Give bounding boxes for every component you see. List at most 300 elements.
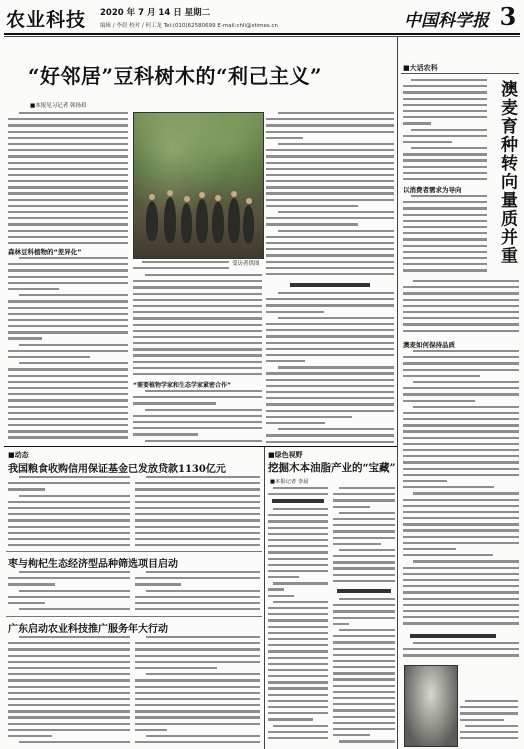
text-line — [8, 242, 128, 244]
issue-date: 2020 年 7 月 14 日 星期二 — [100, 8, 211, 18]
section-title: 农业科技 — [6, 9, 87, 31]
text-line — [266, 329, 394, 331]
text-line — [8, 350, 128, 352]
body-text — [268, 487, 328, 497]
text-line — [403, 245, 487, 247]
text-line — [266, 242, 394, 244]
text-line — [8, 168, 128, 170]
text-line — [8, 583, 55, 585]
body-text — [133, 390, 262, 445]
news-rule — [6, 616, 262, 617]
text-line — [460, 712, 518, 714]
news-headline: 广东启动农业科技推广服务年大行动 — [8, 624, 168, 635]
text-line — [268, 681, 328, 683]
text-line — [8, 276, 128, 278]
text-line — [8, 430, 128, 432]
text-line — [403, 461, 519, 463]
text-line — [403, 654, 519, 656]
text-line — [8, 282, 128, 284]
text-line — [8, 288, 59, 290]
text-line — [266, 267, 394, 269]
text-line — [403, 323, 519, 325]
text-line — [146, 571, 260, 573]
text-line — [403, 375, 480, 377]
body-text — [403, 350, 519, 630]
text-line — [333, 524, 395, 526]
text-line — [135, 495, 260, 497]
text-line — [266, 323, 394, 325]
text-line — [266, 403, 394, 405]
text-line — [8, 180, 128, 182]
text-line — [266, 168, 394, 170]
text-line — [333, 734, 370, 736]
text-line — [460, 731, 518, 733]
news-column-label: ■动态 — [8, 451, 29, 459]
text-line — [266, 434, 394, 436]
main-byline: ■本报见习记者 韩扬眉 — [30, 103, 87, 109]
text-line — [145, 409, 262, 411]
text-line — [266, 273, 394, 275]
text-line — [413, 642, 519, 644]
text-line — [403, 616, 519, 618]
text-line — [135, 596, 260, 598]
text-line — [411, 129, 487, 131]
photo-caption-text — [133, 261, 229, 270]
masthead-logo: 中国科学报 — [404, 11, 489, 31]
text-line — [266, 261, 394, 263]
text-line — [333, 660, 395, 662]
text-line — [333, 648, 395, 650]
text-line — [146, 735, 260, 737]
text-line — [8, 155, 128, 157]
text-line — [266, 205, 358, 207]
text-line — [403, 238, 487, 240]
text-line — [133, 336, 262, 338]
sidebar-subhead: 以消费者需求为导向 — [403, 186, 462, 194]
text-line — [333, 617, 395, 619]
text-line — [268, 626, 328, 628]
text-line — [135, 544, 260, 546]
text-line — [403, 369, 519, 371]
text-line — [268, 527, 328, 529]
text-line — [403, 529, 519, 531]
text-line — [460, 719, 504, 721]
text-line — [19, 608, 130, 610]
text-line — [8, 729, 130, 731]
text-line — [403, 430, 519, 432]
body-text — [266, 112, 394, 280]
text-line — [8, 704, 130, 706]
text-line — [8, 436, 128, 438]
text-line — [266, 342, 394, 344]
sidebar-photo — [404, 665, 458, 747]
text-line — [333, 654, 395, 656]
text-line — [278, 366, 394, 368]
text-line — [8, 325, 128, 327]
body-text — [135, 571, 260, 613]
text-line — [266, 391, 394, 393]
text-line — [133, 293, 262, 295]
text-line — [135, 692, 260, 694]
text-line — [266, 304, 394, 306]
text-line — [8, 482, 130, 484]
text-line — [266, 236, 394, 238]
text-line — [146, 476, 260, 478]
text-line — [273, 601, 328, 603]
text-line — [403, 91, 487, 93]
text-line — [278, 317, 394, 319]
text-line — [333, 604, 395, 606]
text-line — [403, 257, 487, 259]
text-line — [266, 199, 394, 201]
text-line — [403, 455, 519, 457]
text-line — [403, 468, 519, 470]
text-line — [333, 716, 395, 718]
text-line — [411, 195, 487, 197]
text-line — [403, 269, 487, 271]
text-line — [133, 267, 229, 269]
text-line — [403, 251, 487, 253]
text-line — [133, 415, 262, 417]
text-line — [135, 538, 260, 540]
text-line — [268, 712, 328, 714]
text-line — [339, 512, 395, 514]
section-rule — [4, 446, 397, 447]
text-line — [403, 648, 519, 650]
sidebar-photo-caption — [460, 700, 518, 744]
text-line — [266, 192, 394, 194]
text-line — [8, 118, 128, 120]
text-line — [403, 104, 487, 106]
text-line — [8, 501, 130, 503]
text-line — [333, 518, 395, 520]
text-line — [8, 368, 128, 370]
text-line — [146, 636, 260, 638]
text-line — [8, 686, 130, 688]
text-line — [8, 124, 128, 126]
text-line — [268, 632, 328, 634]
text-line — [8, 596, 130, 598]
text-line — [403, 554, 493, 556]
text-line — [268, 687, 328, 689]
text-line — [268, 737, 328, 739]
text-line — [145, 390, 262, 392]
text-line — [135, 716, 260, 718]
text-line — [333, 506, 370, 508]
text-line — [403, 135, 487, 137]
text-line — [8, 710, 130, 712]
text-line — [8, 735, 52, 737]
text-line — [403, 166, 487, 168]
text-line — [333, 709, 395, 711]
text-line — [8, 300, 128, 302]
text-line — [135, 723, 260, 725]
main-subhead-bar — [290, 283, 370, 287]
text-line — [403, 201, 487, 203]
text-line — [403, 178, 487, 180]
body-text — [8, 112, 128, 245]
research-team-photo — [133, 112, 264, 259]
body-text — [8, 571, 130, 613]
sidebar-subhead: 澳麦如何保持品质 — [403, 341, 455, 349]
green-column-label: ■绿色视野 — [268, 451, 303, 459]
text-line — [135, 686, 260, 688]
body-text — [133, 274, 262, 378]
text-line — [135, 679, 260, 681]
text-line — [8, 418, 128, 420]
text-line — [8, 263, 128, 265]
text-line — [8, 648, 130, 650]
text-line — [413, 280, 519, 282]
text-line — [266, 124, 394, 126]
text-line — [142, 261, 229, 263]
text-line — [8, 356, 90, 358]
text-line — [266, 416, 352, 418]
text-line — [268, 533, 328, 535]
text-line — [403, 604, 519, 606]
text-line — [333, 493, 395, 495]
text-line — [133, 373, 262, 375]
text-line — [19, 636, 130, 638]
text-line — [8, 661, 130, 663]
text-line — [339, 629, 395, 631]
text-line — [268, 663, 328, 665]
text-line — [8, 199, 128, 201]
text-line — [135, 741, 260, 743]
text-line — [403, 159, 487, 161]
text-line — [403, 437, 519, 439]
text-line — [19, 344, 128, 346]
text-line — [403, 598, 519, 600]
text-line — [19, 741, 130, 743]
text-line — [266, 162, 394, 164]
body-text — [403, 195, 487, 275]
text-line — [133, 311, 262, 313]
text-line — [403, 486, 494, 488]
sidebar-title: 澳麦育种转向量质并重 — [497, 80, 517, 265]
text-line — [268, 539, 328, 541]
text-line — [266, 441, 394, 443]
text-line — [403, 362, 519, 364]
text-line — [403, 317, 519, 319]
text-line — [8, 137, 128, 139]
body-text — [268, 508, 328, 745]
text-line — [403, 172, 487, 174]
text-line — [8, 602, 45, 604]
text-line — [403, 499, 519, 501]
text-line — [135, 602, 260, 604]
text-line — [8, 205, 128, 207]
text-line — [145, 274, 262, 276]
text-line — [465, 700, 518, 702]
text-line — [403, 511, 519, 513]
text-line — [8, 393, 128, 395]
body-text — [403, 280, 519, 338]
body-text — [8, 257, 128, 445]
text-line — [8, 538, 130, 540]
text-line — [268, 613, 328, 615]
text-line — [133, 280, 262, 282]
text-line — [403, 116, 487, 118]
text-line — [266, 379, 394, 381]
text-line — [8, 217, 128, 219]
text-line — [266, 186, 394, 188]
text-line — [8, 381, 128, 383]
text-line — [266, 217, 394, 219]
text-line — [266, 155, 394, 157]
text-line — [8, 507, 130, 509]
text-line — [268, 675, 328, 677]
header-rule-thin — [4, 36, 520, 37]
text-line — [8, 143, 128, 145]
text-line — [403, 393, 519, 395]
text-line — [8, 698, 130, 700]
text-line — [8, 577, 130, 579]
text-line — [266, 410, 394, 412]
text-line — [403, 585, 519, 587]
text-line — [403, 122, 431, 124]
text-line — [8, 313, 128, 315]
text-line — [403, 299, 519, 301]
text-line — [339, 598, 395, 600]
text-line — [8, 211, 128, 213]
text-line — [8, 192, 128, 194]
text-line — [333, 537, 395, 539]
text-line — [266, 137, 303, 139]
text-line — [135, 526, 260, 528]
text-line — [133, 305, 262, 307]
text-line — [403, 449, 519, 451]
text-line — [266, 223, 358, 225]
photo-caption: 受访者供图 — [232, 261, 260, 267]
body-text — [403, 642, 519, 661]
text-line — [268, 588, 284, 590]
text-line — [266, 180, 394, 182]
text-line — [19, 112, 128, 114]
text-line — [266, 397, 394, 399]
text-line — [403, 418, 519, 420]
text-line — [8, 174, 128, 176]
text-line — [273, 582, 328, 584]
text-line — [403, 573, 519, 575]
text-line — [403, 622, 519, 624]
text-line — [266, 174, 394, 176]
text-line — [403, 98, 487, 100]
text-line — [8, 532, 130, 534]
text-line — [266, 311, 324, 313]
green-byline: ■本报记者 李晨 — [270, 479, 309, 485]
text-line — [333, 530, 395, 532]
main-subhead: “需要植物学家和生态学家紧密合作” — [133, 382, 231, 389]
text-line — [333, 574, 395, 576]
text-line — [135, 667, 217, 669]
text-line — [268, 545, 328, 547]
text-line — [135, 583, 181, 585]
text-line — [273, 508, 328, 510]
text-line — [413, 406, 519, 408]
text-line — [403, 548, 456, 550]
text-line — [135, 698, 260, 700]
text-line — [403, 505, 519, 507]
text-line — [135, 608, 260, 610]
text-line — [403, 424, 519, 426]
page-number: 3 — [499, 2, 517, 31]
text-line — [8, 131, 128, 133]
green-subhead-bar — [337, 589, 391, 593]
text-line — [8, 716, 130, 718]
body-text — [403, 79, 487, 183]
text-line — [413, 381, 519, 383]
text-line — [403, 110, 487, 112]
text-line — [273, 725, 328, 727]
text-line — [460, 706, 518, 708]
text-line — [266, 422, 325, 424]
text-line — [19, 590, 130, 592]
text-line — [8, 186, 128, 188]
text-line — [135, 482, 260, 484]
text-line — [278, 112, 394, 114]
text-line — [8, 331, 128, 333]
text-line — [333, 555, 395, 557]
text-line — [403, 220, 487, 222]
text-line — [8, 655, 130, 657]
text-line — [403, 263, 487, 265]
text-line — [133, 421, 262, 423]
text-line — [333, 722, 395, 724]
text-line — [333, 623, 349, 625]
editor-credits: 编辑 / 李晨 校对 / 何工龙 Tel:(010)62580699 E-mail:chli@stimes.cn — [100, 23, 278, 29]
text-line — [8, 723, 130, 725]
text-line — [135, 648, 260, 650]
text-line — [268, 650, 328, 652]
text-line — [333, 697, 395, 699]
green-headline: 挖掘木本油脂产业的“宝藏” — [268, 462, 396, 474]
text-line — [8, 667, 130, 669]
text-line — [8, 399, 128, 401]
text-line — [266, 372, 394, 374]
text-line — [135, 655, 260, 657]
text-line — [8, 679, 130, 681]
text-line — [8, 513, 130, 515]
text-line — [268, 570, 328, 572]
text-line — [19, 476, 130, 478]
text-line — [403, 480, 447, 482]
text-line — [135, 710, 260, 712]
text-line — [135, 488, 260, 490]
text-line — [135, 513, 260, 515]
text-line — [268, 607, 328, 609]
text-line — [403, 567, 519, 569]
text-line — [333, 499, 395, 501]
text-line — [411, 147, 487, 149]
body-text — [8, 476, 130, 548]
body-text — [333, 487, 395, 586]
text-line — [133, 361, 262, 363]
text-line — [333, 641, 395, 643]
text-line — [403, 542, 519, 544]
text-line — [135, 642, 260, 644]
text-line — [19, 495, 130, 497]
text-line — [133, 433, 198, 435]
text-line — [135, 577, 260, 579]
text-line — [8, 269, 128, 271]
text-line — [266, 354, 394, 356]
sidebar-divider — [397, 37, 398, 749]
text-line — [333, 728, 395, 730]
body-text — [135, 636, 260, 745]
text-line — [268, 657, 328, 659]
text-line — [403, 330, 519, 332]
